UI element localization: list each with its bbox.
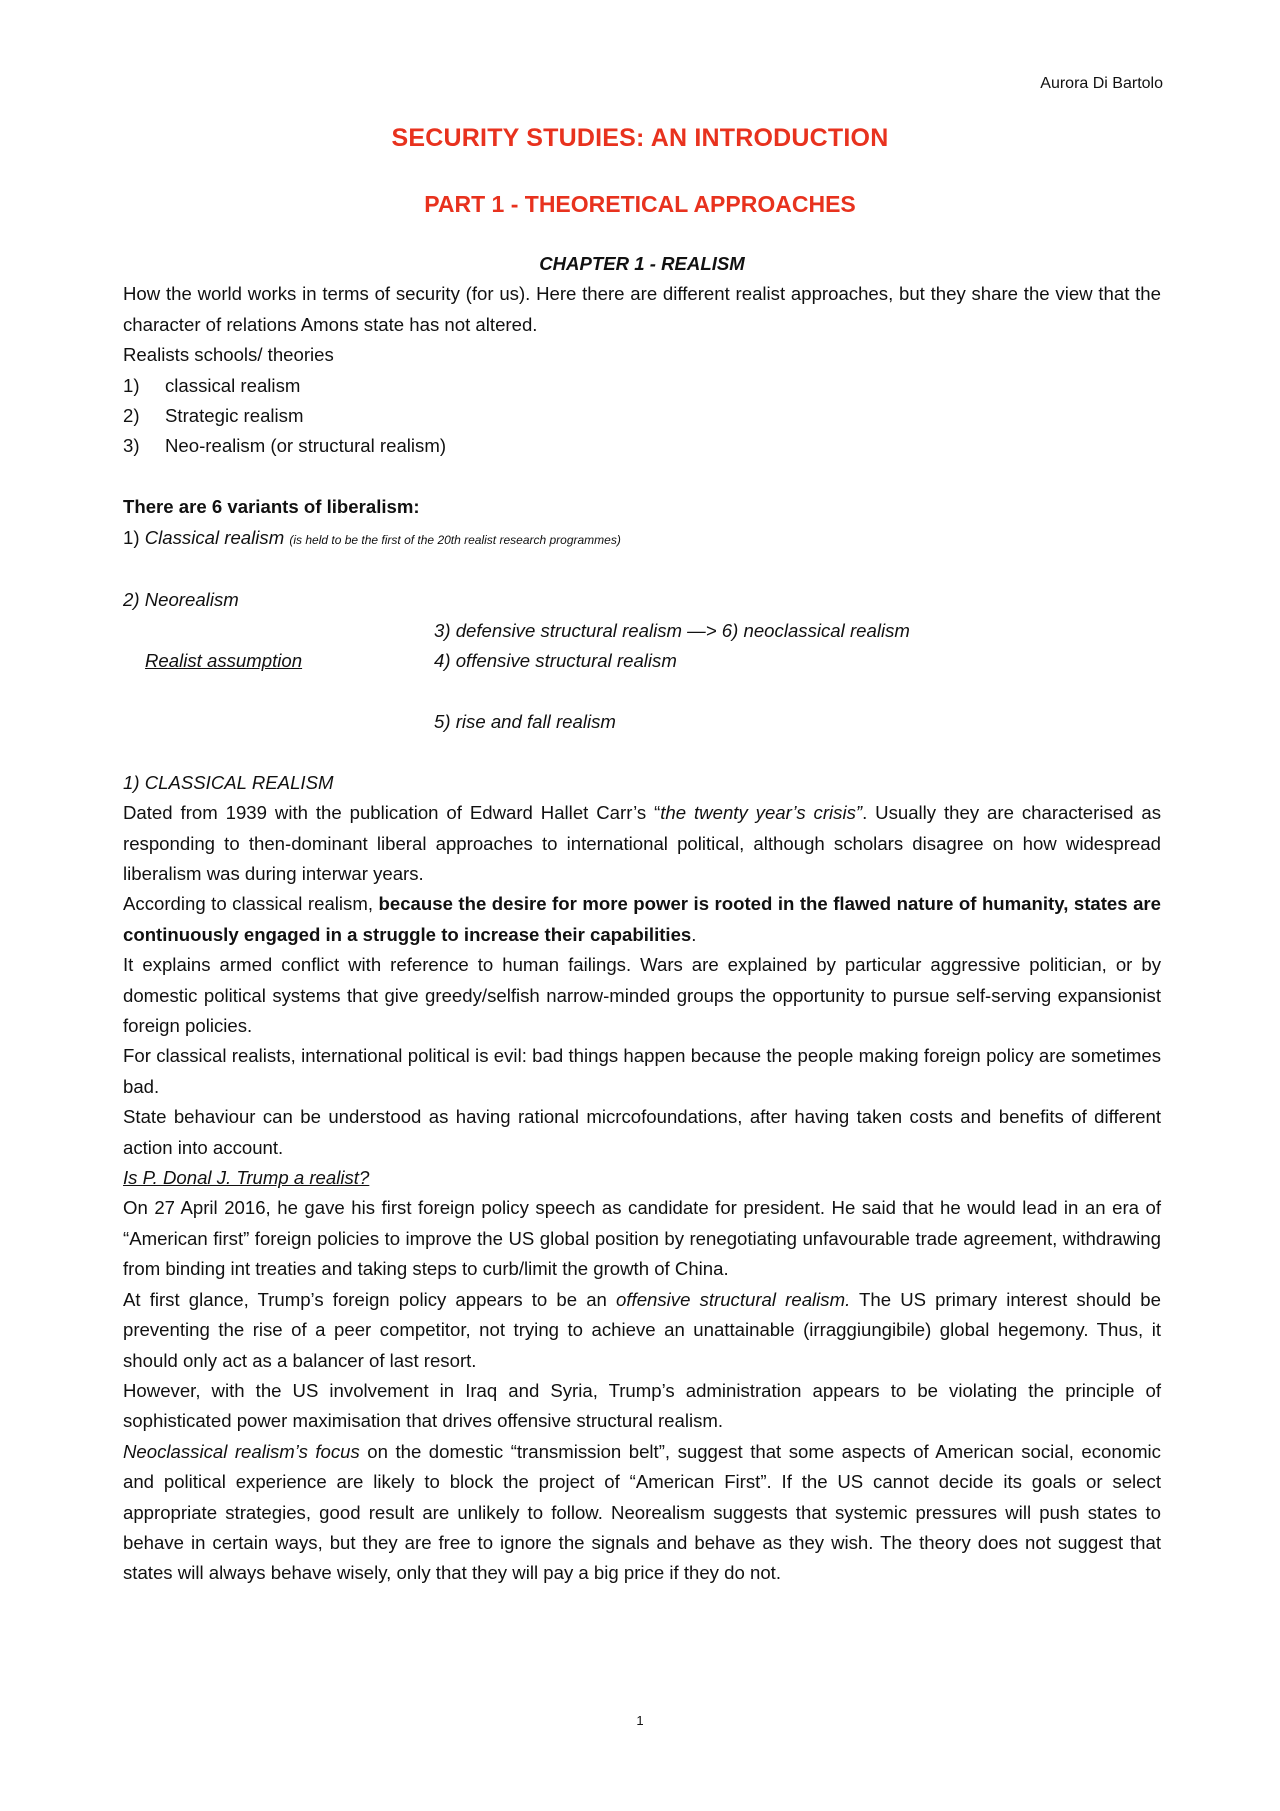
author-name: Aurora Di Bartolo xyxy=(1040,75,1163,92)
text-run: The US primary interest should be preventing the rise of a peer competitor, not trying to achieve an unattainable (irraggiungibile) global hegemony. Thus, it should only act as a balancer of last resort. xyxy=(123,1288,1161,1371)
list-number: 1) xyxy=(123,374,140,396)
page-number: 1 xyxy=(636,1713,644,1728)
variant-item-5: 5) rise and fall realism xyxy=(434,711,616,733)
intro-paragraph: How the world works in terms of security (for us). Here there are different realist approaches, but they share the view that the character of relations Amons state has not altered. xyxy=(123,283,1161,335)
list-item xyxy=(123,401,1161,431)
text-run: Dated from 1939 with the publication of Edward Hallet Carr’s “ xyxy=(123,802,661,824)
text-run: . xyxy=(691,923,697,945)
variant-number: 1) xyxy=(123,526,145,548)
paragraph xyxy=(123,889,1161,950)
part-title: PART 1 - THEORETICAL APPROACHES xyxy=(424,191,856,217)
variant-item-2: 2) Neorealism xyxy=(123,589,239,611)
variants-row-3 xyxy=(123,616,1161,646)
section-heading: 1) CLASSICAL REALISM xyxy=(123,771,334,793)
variant-item-3: 3) defensive structural realism —> 6) neoclassical realism xyxy=(434,619,910,641)
text-run: . Usually they are characterised as responding to then-dominant liberal approaches to international political, although scholars disagree on how widespread liberalism was during interwar years. xyxy=(123,802,1161,885)
subsection-heading: Is P. Donal J. Trump a realist? xyxy=(123,1167,370,1189)
variant-item-4: 4) offensive structural realism xyxy=(434,650,677,672)
book-title: the twenty year’s crisis” xyxy=(660,802,863,824)
schools-list xyxy=(123,371,1161,462)
variants-row-5 xyxy=(123,707,1161,737)
text-run: According to classical realism, xyxy=(123,893,379,915)
variant-name: Classical realism xyxy=(144,526,285,548)
variant-note: (is held to be the first of the 20th realist research programmes) xyxy=(289,532,621,547)
spacer xyxy=(123,737,1161,767)
text-run: At first glance, Trump’s foreign policy appears to be an xyxy=(123,1288,617,1310)
italic-text: offensive structural realism. xyxy=(616,1288,851,1310)
paragraph xyxy=(123,798,1161,889)
realist-assumption-label: Realist assumption xyxy=(145,650,303,672)
spacer xyxy=(123,677,1161,707)
list-item xyxy=(123,431,1161,461)
paragraph xyxy=(123,1285,1161,1376)
list-number: 3) xyxy=(123,435,140,457)
chapter-title: CHAPTER 1 - REALISM xyxy=(539,253,745,274)
list-text: Neo-realism (or structural realism) xyxy=(165,435,447,457)
paragraph xyxy=(123,1437,1161,1589)
bold-text: because the desire for more power is rooted in the flawed nature of humanity, states are continuously engaged in a struggle to increase their capabilities xyxy=(123,893,1162,945)
paragraph: For classical realists, international political is evil: bad things happen because the people making foreign policy are sometimes bad. xyxy=(123,1045,1161,1097)
list-text: Strategic realism xyxy=(165,405,304,427)
paragraph: However, with the US involvement in Iraq and Syria, Trump’s administration appears to be violating the principle of sophisticated power maximisation that drives offensive structural realism. xyxy=(123,1379,1161,1432)
italic-text: Neoclassical realism’s focus xyxy=(123,1440,360,1462)
list-text: classical realism xyxy=(165,374,301,396)
document-body xyxy=(123,249,1161,1589)
paragraph: State behaviour can be understood as having rational micrcofoundations, after having taken costs and benefits of different action into account. xyxy=(123,1106,1161,1158)
variant-item-1 xyxy=(123,523,1161,555)
paragraph: On 27 April 2016, he gave his first foreign policy speech as candidate for president. He said that he would lead in an era of “American first” foreign policies to improve the US global position by renegotiating unfavourable trade agreement, withdrawing from binding int treaties and taking steps to curb/limit the growth of China. xyxy=(123,1197,1161,1280)
variants-row-4 xyxy=(123,646,1161,676)
document-title: SECURITY STUDIES: AN INTRODUCTION xyxy=(391,124,889,152)
list-number: 2) xyxy=(123,405,140,427)
list-item xyxy=(123,371,1161,401)
variants-heading: There are 6 variants of liberalism: xyxy=(123,496,420,518)
paragraph: It explains armed conflict with reference to human failings. Wars are explained by particular aggressive politician, or by domestic political systems that give greedy/selfish narrow-minded groups the opportunity to pursue self-serving expansionist foreign policies. xyxy=(123,954,1161,1037)
schools-label: Realists schools/ theories xyxy=(123,344,334,366)
text-run: on the domestic “transmission belt”, suggest that some aspects of American social, economic and political experience are likely to block the project of “American First”. If the US cannot decide its goals or select appropriate strategies, good result are unlikely to follow. Neorealism suggests that systemic pressures will push states to behave in certain ways, but they are free to ignore the signals and behave as they wish. The theory does not suggest that states will always behave wisely, only that they will pay a big price if they do not. xyxy=(123,1440,1161,1584)
spacer xyxy=(123,555,1161,585)
spacer xyxy=(123,462,1161,492)
